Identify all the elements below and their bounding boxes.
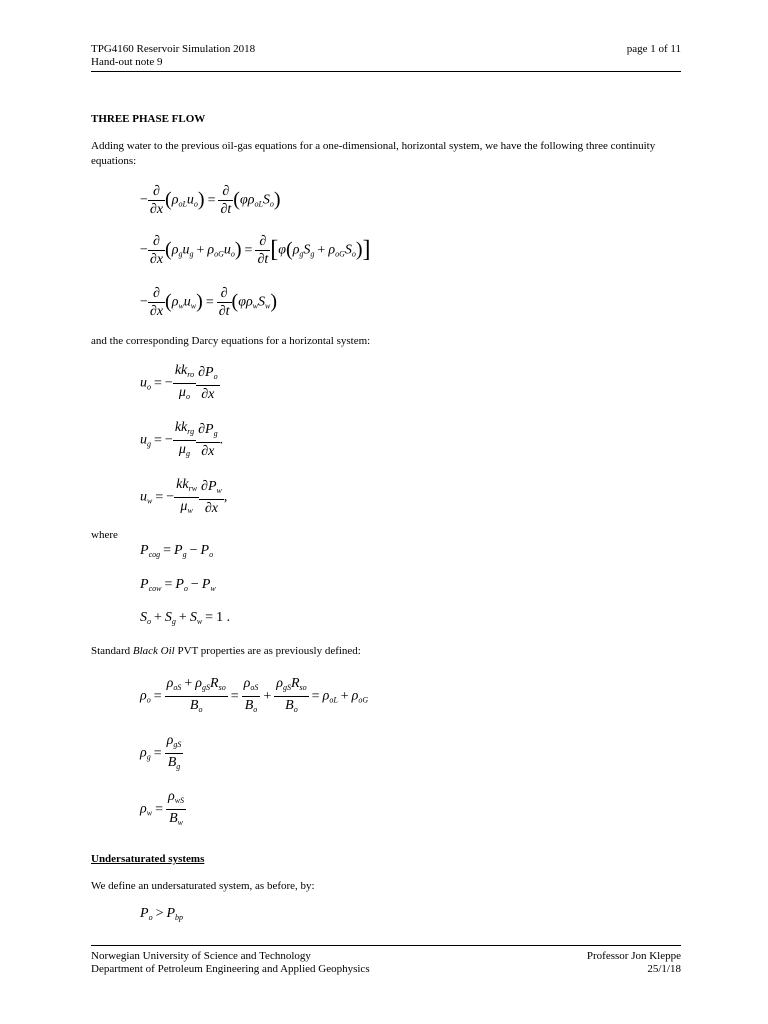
footer-department: Department of Petroleum Engineering and Applied Geophysics: [91, 963, 370, 975]
continuity-equation-oil: − $\frac{\partial}{\partial x}$ $(\rho_{oL}u_o)$ = $\frac{\partial}{\partial t}$ $(\varphi\rho_{oL}S_o)$: [140, 184, 281, 217]
subsection-title: Undersaturated systems: [91, 853, 205, 865]
header-rule: [91, 71, 681, 72]
footer-date: 25/1/18: [647, 963, 681, 975]
continuity-equation-gas: − $\frac{\partial}{\partial x}$ $(\rho_gu_g + \rho_{oG}u_o)$ = $\frac{\partial}{\partial t}$ $[\varphi(\rho_gS_g + \rho_{oG}S_o)]$: [140, 234, 371, 267]
continuity-equation-water: − $\frac{\partial}{\partial x}$ $(\rho_wu_w)$ = $\frac{\partial}{\partial t}$ $(\varphi\rho_wS_w)$: [140, 286, 278, 319]
intro-paragraph: Adding water to the previous oil-gas equations for a one-dimensional, horizontal system, we have the following three continuity equations:: [91, 140, 656, 167]
undersaturated-condition: $P_o > P_{bp}$: [140, 906, 184, 922]
section-title: THREE PHASE FLOW: [91, 113, 206, 125]
undersaturated-text: We define an undersaturated system, as before, by:: [91, 880, 315, 892]
header-note: Hand-out note 9: [91, 56, 163, 68]
where-label: where: [91, 529, 118, 541]
gas-density-equation: $\rho_g$ = $\frac{\rho_{gS}}{B_g}$: [140, 732, 183, 775]
footer-university: Norwegian University of Science and Technology: [91, 950, 311, 962]
header-page-number: page 1 of 11: [626, 43, 681, 55]
black-oil-text-end: PVT properties are as previously defined:: [174, 645, 361, 657]
black-oil-text-start: Standard: [91, 645, 133, 657]
water-density-equation: $\rho_w$ = $\frac{\rho_{wS}}{B_w}$: [140, 788, 186, 831]
saturation-constraint: $S_o + S_g + S_w = 1$ .: [140, 610, 231, 626]
darcy-equation-oil: $u_o$ = − $\frac{kk_{ro}}{\mu_o}$ $\frac{\partial P_o}{\partial x}$: [140, 362, 220, 405]
black-oil-term: Black Oil: [132, 645, 175, 657]
footer-author: Professor Jon Kleppe: [586, 950, 681, 962]
darcy-equation-gas: $u_g$ = − $\frac{kk_{rg}}{\mu_g}$ $\frac{\partial P_g}{\partial x}$ .: [140, 419, 223, 462]
header-course: TPG4160 Reservoir Simulation 2018: [91, 43, 256, 55]
oil-density-equation: $\rho_o$ = $\frac{\rho_{oS} + \rho_{gS}R_{so}}{B_o}$ = $\frac{\rho_{oS}}{B_o}$ + $\frac{\rho_{gS}R_{so}}{B_o}$ = $\rho_{oL} + \rho_{oG}$: [140, 675, 368, 718]
darcy-equation-water: $u_w$ = − $\frac{kk_{rw}}{\mu_w}$ $\frac{\partial P_w}{\partial x}$ ,: [140, 476, 227, 519]
capillary-pressure-oil-water: $P_{cow} = P_o - P_w$: [140, 577, 216, 593]
footer-rule: [91, 945, 681, 946]
capillary-pressure-gas-oil: $P_{cog} = P_g - P_o$: [140, 543, 214, 559]
darcy-intro: and the corresponding Darcy equations for a horizontal system:: [91, 335, 371, 347]
black-oil-text: [91, 644, 361, 659]
